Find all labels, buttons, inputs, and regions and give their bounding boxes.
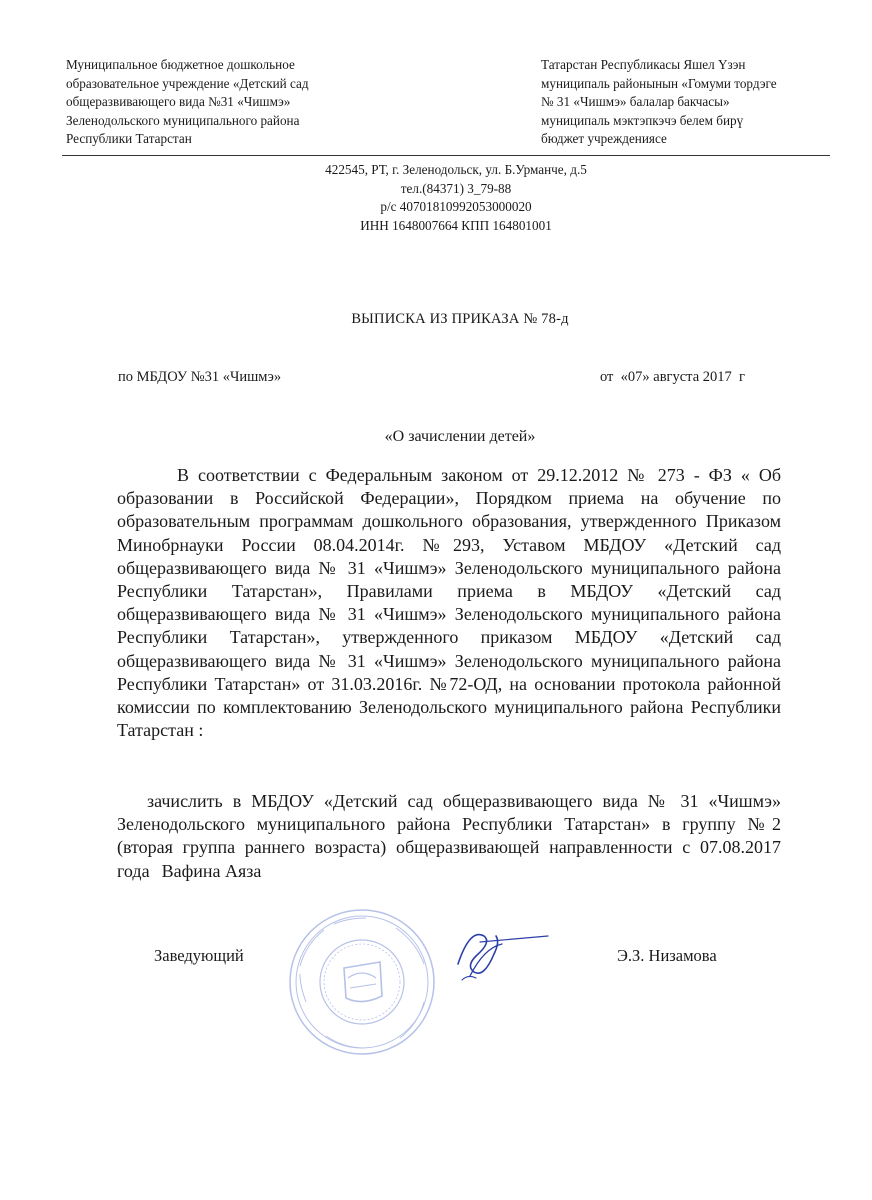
decree-text: зачислить в МБДОУ «Детский сад общеразвивающего вида № 31 «Чишмэ» Зеленодольского муниципального района Республики Татарстан» в группу №2 (вторая группа раннего возраста) общеразвивающей направленности с 07.08.2017 года: [117, 791, 781, 881]
decree-paragraph: [117, 790, 781, 883]
signatory-title: Заведующий: [154, 946, 244, 965]
org-header-russian: Муниципальное бюджетное дошкольное образовательное учреждение «Детский сад общеразвивающего вида №31 «Чишмэ» Зеленодольского муниципального района Республики Татарстан: [66, 57, 309, 146]
account-line: р/с 40701810992053000020: [380, 199, 532, 214]
order-body-paragraph: В соответствии с Федеральным законом от 29.12.2012 № 273 - ФЗ « Об образовании в Российской Федерации», Порядком приема на обучение по образовательным программам дошкольного образования, утвержденного Приказом Минобрнауки России 08.04.2014г. №293, Уставом МБДОУ «Детский сад общеразвивающего вида № 31 «Чишмэ» Зеленодольского муниципального района Республики Татарстан», Правилами приема в МБДОУ «Детский сад общеразвивающего вида № 31 «Чишмэ» Зеленодольского муниципального района Республики Татарстан», утвержденного приказом МБДОУ «Детский сад общеразвивающего вида № 31 «Чишмэ» Зеленодольского муниципального района Республики Татарстан» от 31.03.2016г. №72-ОД, на основании протокола районной комиссии по комплектованию Зеленодольского муниципального района Республики Татарстан :: [117, 465, 781, 741]
tax-ids-line: ИНН 1648007664 КПП 164801001: [360, 217, 552, 233]
child-name: Вафина Аяза: [161, 860, 262, 881]
address-block: [246, 161, 666, 235]
address-line: 422545, РТ, г. Зеленодольск, ул. Б.Урманче, д.5: [325, 162, 587, 177]
signature-icon: [440, 916, 550, 986]
order-date: от «07» августа 2017 г: [600, 369, 745, 385]
official-stamp-icon: [286, 906, 438, 1058]
header-divider: [62, 155, 830, 156]
document-title: ВЫПИСКА ИЗ ПРИКАЗА № 78-д: [351, 311, 569, 327]
order-subject: «О зачислении детей»: [384, 428, 536, 445]
org-header-tatar: Татарстан Республикасы Яшел Үзэн муниципаль районынын «Гомуми тордэге № 31 «Чишмэ» балалар бакчасы» муниципаль мэктэпкэчэ белем бирү бюджет учреждениясе: [541, 57, 777, 146]
order-organization: по МБДОУ №31 «Чишмэ»: [118, 369, 282, 385]
phone-line: тел.(84371) 3_79-88: [400, 180, 512, 196]
signatory-name: Э.З. Низамова: [617, 946, 717, 965]
